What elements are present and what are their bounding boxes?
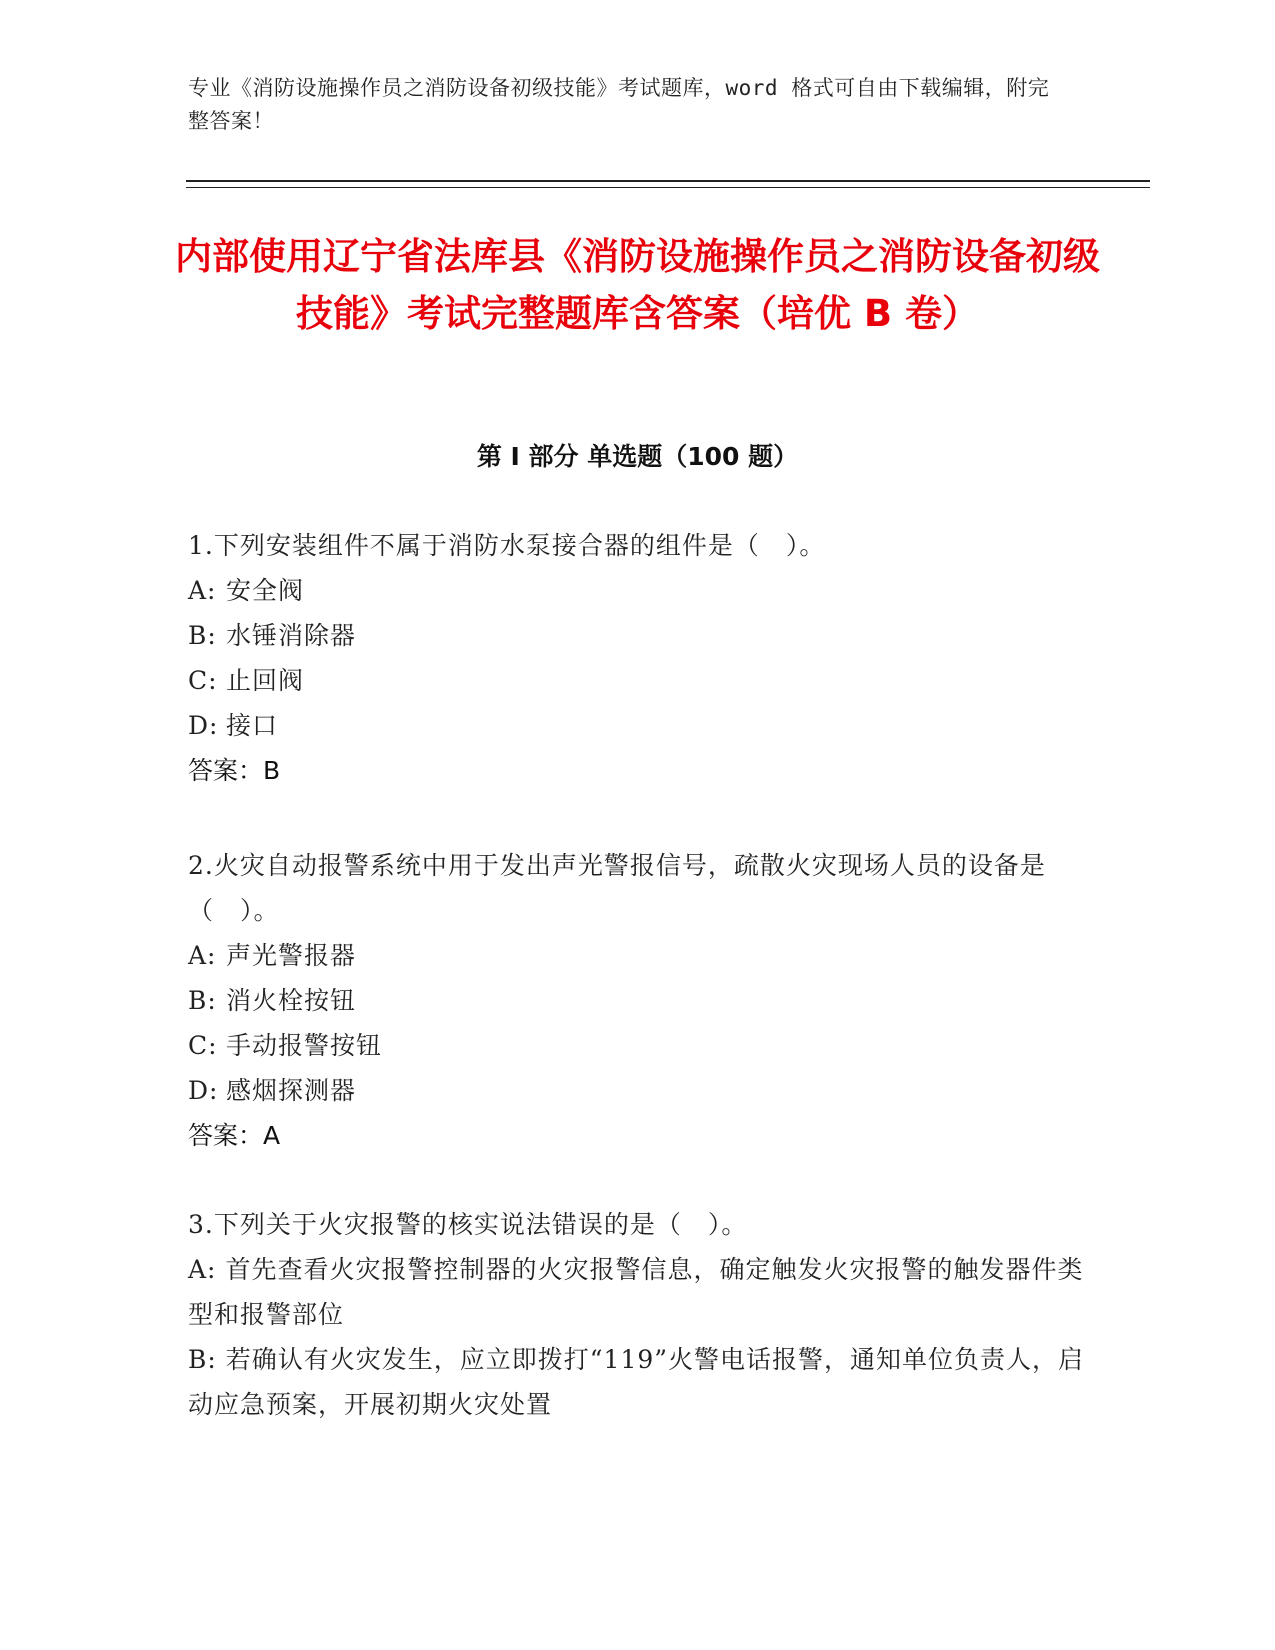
header-rule-thick [186,180,1150,182]
option-text: 接口 [226,711,279,740]
option-text: 手动报警按钮 [226,1031,383,1060]
option-b [188,978,1088,1023]
option-letter: B: [188,1345,217,1374]
option-text: 感烟探测器 [226,1076,357,1105]
option-d [188,1068,1088,1113]
option-letter: C: [188,1031,218,1060]
answer: 答案：B [188,756,281,785]
option-text: 首先查看火灾报警控制器的火灾报警信息，确定触发火灾报警的触发器件类型和报警部位 [188,1255,1084,1329]
option-a [188,933,1088,978]
question-3 [188,1202,1088,1427]
option-letter: D: [188,1076,219,1105]
option-text: 水锤消除器 [226,621,357,650]
option-b [188,613,1088,658]
option-text: 声光警报器 [226,941,357,970]
option-letter: B: [188,986,217,1015]
question-text: 2.火灾自动报警系统中用于发出声光警报信号，疏散火灾现场人员的设备是（ ）。 [188,851,1046,925]
section-title: 第 I 部分 单选题（100 题） [476,442,799,471]
option-d [188,703,1088,748]
option-letter: D: [188,711,219,740]
option-letter: C: [188,666,218,695]
option-text: 若确认有火灾发生，应立即拨打“119”火警电话报警，通知单位负责人，启动应急预案，开展初期火灾处置 [188,1345,1085,1419]
option-b [188,1337,1088,1427]
question-text: 1.下列安装组件不属于消防水泵接合器的组件是（ ）。 [188,531,826,560]
answer: 答案：A [188,1121,281,1150]
option-letter: A: [188,576,217,605]
option-text: 消火栓按钮 [226,986,357,1015]
option-letter: B: [188,621,217,650]
option-c [188,658,1088,703]
question-1 [188,523,1088,793]
option-letter: A: [188,1255,217,1284]
question-text: 3.下列关于火灾报警的核实说法错误的是（ ）。 [188,1210,748,1239]
option-text: 止回阀 [226,666,305,695]
option-a [188,1247,1088,1337]
option-c [188,1023,1088,1068]
option-a [188,568,1088,613]
header-note: 专业《消防设施操作员之消防设备初级技能》考试题库，word 格式可自由下载编辑，附完整答案！ [188,76,1050,133]
question-2 [188,843,1088,1158]
option-letter: A: [188,941,217,970]
header-rule-thin [186,187,1150,188]
document-title: 内部使用辽宁省法库县《消防设施操作员之消防设备初级技能》考试完整题库含答案（培优 B 卷） [175,235,1100,335]
option-text: 安全阀 [226,576,305,605]
